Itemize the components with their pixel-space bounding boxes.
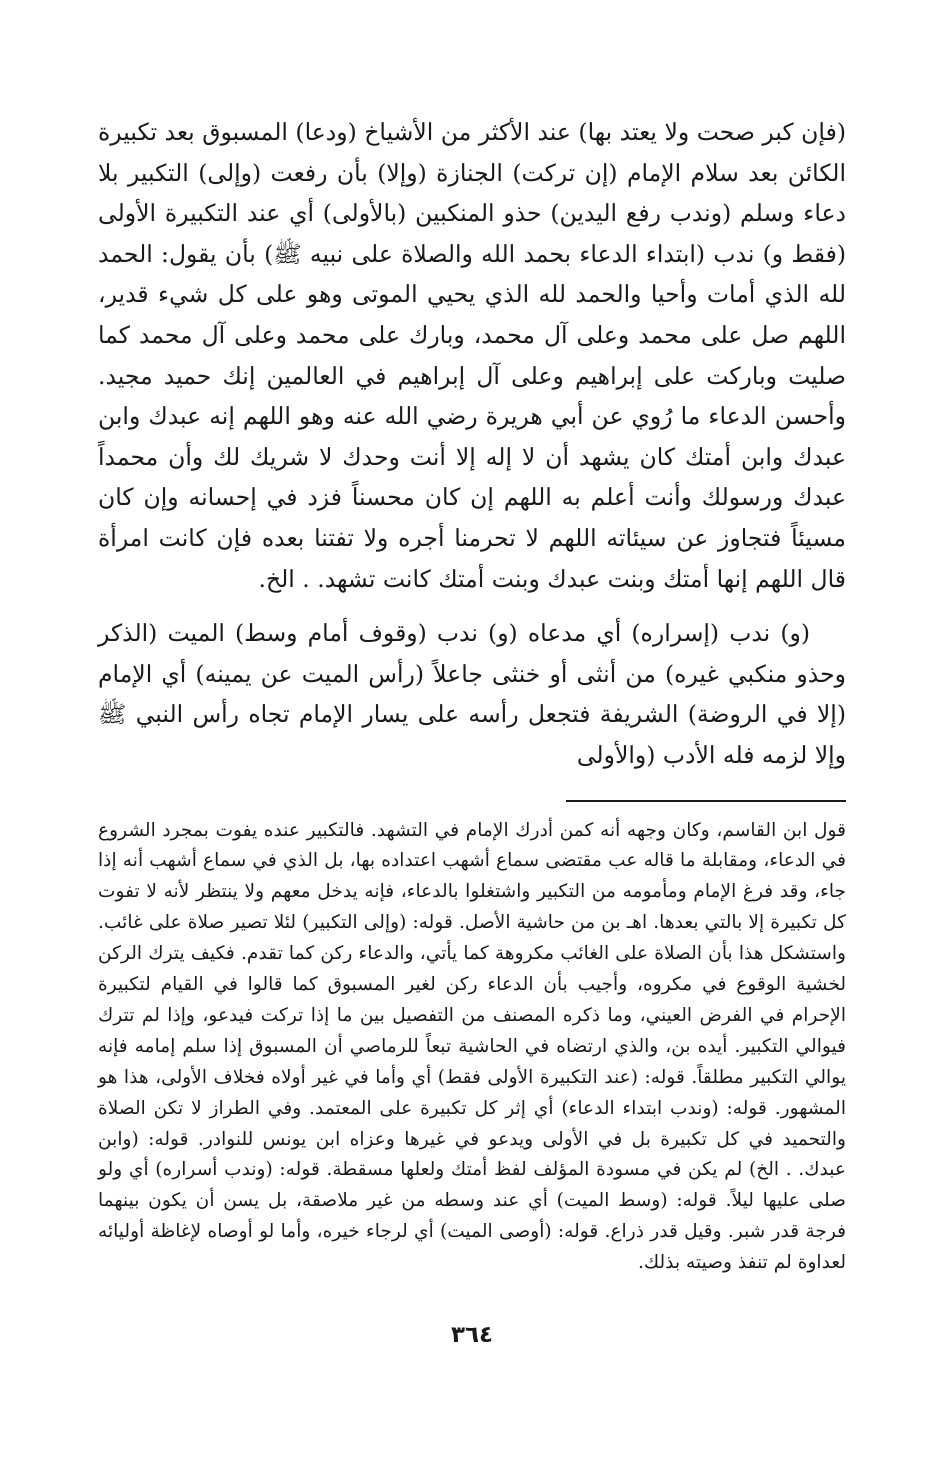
footnote-separator-rule xyxy=(566,800,846,802)
main-paragraph-1: (فإن كبر صحت ولا يعتد بها) عند الأكثر من الأشياخ (ودعا) المسبوق بعد تكبيرة الكائن بعد سلام الإمام (إن تركت) الجنازة (وإلا) بأن رفعت (وإلى) التكبير بلا دعاء وسلم (وندب رفع اليدين) حذو المنكبين (بالأولى) أي عند التكبيرة الأولى (فقط و) ندب (ابتداء الدعاء بحمد الله والصلاة على نبيه ﷺ) بأن يقول: الحمد لله الذي أمات وأحيا والحمد لله الذي يحيي الموتى وهو على كل شيء قدير، اللهم صل على محمد وعلى آل محمد، وبارك على محمد وعلى آل محمد كما صليت وباركت على إبراهيم وعلى آل إبراهيم في العالمين إنك حميد مجيد. وأحسن الدعاء ما رُوي عن أبي هريرة رضي الله عنه وهو اللهم إنه عبدك وابن عبدك وابن أمتك كان يشهد أن لا إله إلا أنت وحدك لا شريك لك وأن محمداً عبدك ورسولك وأنت أعلم به اللهم إن كان محسناً فزد في إحسانه وإن كان مسيئاً فتجاوز عن سيئاته اللهم لا تحرمنا أجره ولا تفتنا بعده فإن كانت امرأة قال اللهم إنها أمتك وبنت عبدك وبنت أمتك كانت تشهد. . الخ. xyxy=(98,118,846,593)
footnote-text: قول ابن القاسم، وكان وجهه أنه كمن أدرك الإمام في التشهد. فالتكبير عنده يفوت بمجرد الشروع في الدعاء، ومقابلة ما قاله عب مقتضى سماع أشهب اعتداده بها، بل الذي في سماع أشهب أنه إذا جاء، وقد فرغ الإمام ومأمومه من التكبير واشتغلوا بالدعاء، فإنه يدخل معهم ولا ينتظر لأنه لا تفوت كل تكبيرة إلا بالتي بعدها. اهـ بن من حاشية الأصل. قوله: (وإلى التكبير) لئلا تصير صلاة على غائب. واستشكل هذا بأن الصلاة على الغائب مكروهة كما يأتي، والدعاء ركن كما تقدم. فكيف يترك الركن لخشية الوقوع في مكروه، وأجيب بأن الدعاء ركن لغير المسبوق كما قالوا في القيام لتكبيرة الإحرام في الفرض العيني، وما ذكره المصنف من التفصيل بين ما إذا تركت فيدعو، وإذا لم تترك فيوالي التكبير. أيده بن، والذي ارتضاه في الحاشية تبعاً للرماصي أن المسبوق إذا سلم إمامه فإنه يوالي التكبير مطلقاً. قوله: (عند التكبيرة الأولى فقط) أي وأما في غير أولاه فخلاف الأولى، هذا هو المشهور. قوله: (وندب ابتداء الدعاء) أي إثر كل تكبيرة على المعتمد. وفي الطراز لا تكن الصلاة والتحميد في كل تكبيرة بل في الأولى ويدعو في غيرها وعزاه ابن يونس للنوادر. قوله: (وابن عبدك. . الخ) لم يكن في مسودة المؤلف لفظ أمتك ولعلها مسقطة. قوله: (وندب أسراره) أي ولو صلى عليها ليلاً. قوله: (وسط الميت) أي عند وسطه من غير ملاصقة، بل يسن أن يكون بينهما فرجة قدر شبر. وقيل قدر ذراع. قوله: (أوصى الميت) أي لرجاء خيره، وأما لو أوصاه لإغاظة أوليائه لعداوة لم تنفذ وصيته بذلك. xyxy=(98,819,846,1274)
page-number: ٣٦٤ xyxy=(450,1322,494,1348)
main-paragraph-2: (و) ندب (إسراره) أي مدعاه (و) ندب (وقوف أمام وسط) الميت (الذكر وحذو منكبي غيره) من أنثى أو خنثى جاعلاً (رأس الميت عن يمينه) أي الإمام (إلا في الروضة) الشريفة فتجعل رأسه على يسار الإمام تجاه رأس النبي ﷺ وإلا لزمه فله الأدب (والأولى xyxy=(98,619,846,769)
document-page xyxy=(98,112,846,1465)
main-text-body xyxy=(98,112,846,776)
